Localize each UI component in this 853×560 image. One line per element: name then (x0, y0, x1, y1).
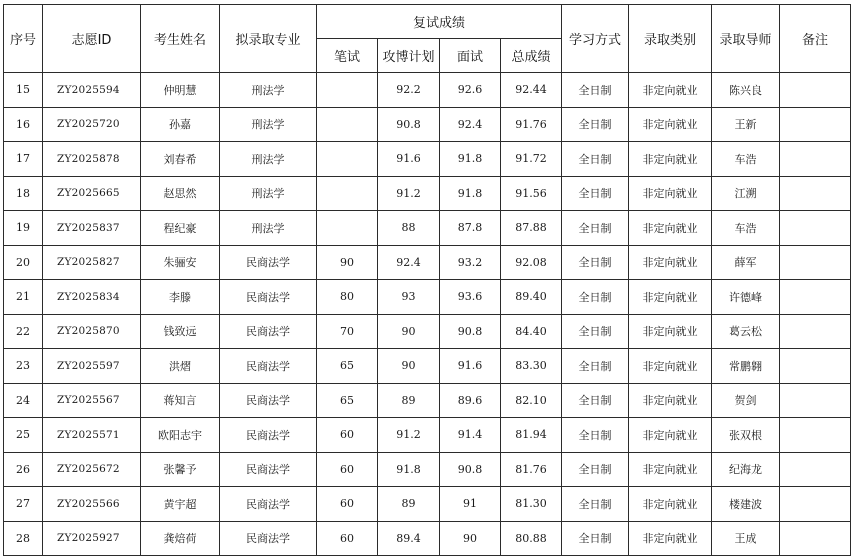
cell-plan: 92.2 (378, 73, 440, 108)
cell-category: 非定向就业 (629, 521, 712, 556)
cell-remarks (780, 245, 851, 280)
cell-study-mode: 全日制 (562, 314, 629, 349)
cell-written (317, 107, 378, 142)
cell-written (317, 73, 378, 108)
cell-interview: 93.2 (440, 245, 501, 280)
cell-app-id: ZY2025878 (43, 142, 141, 177)
cell-supervisor: 薛军 (712, 245, 780, 280)
cell-category: 非定向就业 (629, 245, 712, 280)
cell-written: 80 (317, 280, 378, 315)
cell-name: 赵思然 (141, 176, 220, 211)
cell-total: 89.40 (501, 280, 562, 315)
cell-interview: 91.6 (440, 349, 501, 384)
cell-total: 81.76 (501, 452, 562, 487)
cell-category: 非定向就业 (629, 73, 712, 108)
cell-supervisor: 王成 (712, 521, 780, 556)
cell-written (317, 176, 378, 211)
header-seq: 序号 (4, 5, 43, 73)
cell-plan: 90 (378, 349, 440, 384)
cell-seq: 24 (4, 383, 43, 418)
cell-name: 李滕 (141, 280, 220, 315)
cell-study-mode: 全日制 (562, 245, 629, 280)
cell-interview: 91.8 (440, 176, 501, 211)
cell-study-mode: 全日制 (562, 280, 629, 315)
cell-remarks (780, 107, 851, 142)
cell-major: 民商法学 (220, 280, 317, 315)
cell-total: 84.40 (501, 314, 562, 349)
cell-written: 60 (317, 452, 378, 487)
cell-category: 非定向就业 (629, 280, 712, 315)
cell-name: 黄宇超 (141, 487, 220, 522)
cell-written: 60 (317, 487, 378, 522)
cell-written (317, 211, 378, 246)
cell-remarks (780, 73, 851, 108)
cell-plan: 91.8 (378, 452, 440, 487)
header-plan: 攻博计划 (378, 39, 440, 73)
cell-study-mode: 全日制 (562, 211, 629, 246)
cell-study-mode: 全日制 (562, 383, 629, 418)
cell-name: 洪熠 (141, 349, 220, 384)
cell-plan: 89.4 (378, 521, 440, 556)
cell-plan: 91.2 (378, 418, 440, 453)
cell-written: 60 (317, 418, 378, 453)
cell-major: 民商法学 (220, 452, 317, 487)
cell-app-id: ZY2025566 (43, 487, 141, 522)
cell-remarks (780, 211, 851, 246)
cell-supervisor: 楼建波 (712, 487, 780, 522)
cell-written: 60 (317, 521, 378, 556)
cell-remarks (780, 521, 851, 556)
cell-study-mode: 全日制 (562, 142, 629, 177)
header-remarks: 备注 (780, 5, 851, 73)
cell-plan: 90 (378, 314, 440, 349)
header-study-mode: 学习方式 (562, 5, 629, 73)
cell-remarks (780, 383, 851, 418)
header-retest-group: 复试成绩 (317, 5, 562, 39)
cell-major: 刑法学 (220, 73, 317, 108)
table-row (4, 280, 851, 315)
cell-supervisor: 陈兴良 (712, 73, 780, 108)
cell-seq: 18 (4, 176, 43, 211)
cell-study-mode: 全日制 (562, 349, 629, 384)
cell-interview: 87.8 (440, 211, 501, 246)
cell-interview: 93.6 (440, 280, 501, 315)
cell-category: 非定向就业 (629, 487, 712, 522)
cell-app-id: ZY2025597 (43, 349, 141, 384)
cell-supervisor: 车浩 (712, 142, 780, 177)
table-row (4, 521, 851, 556)
cell-remarks (780, 418, 851, 453)
cell-app-id: ZY2025834 (43, 280, 141, 315)
table-row (4, 349, 851, 384)
table-row (4, 487, 851, 522)
cell-total: 80.88 (501, 521, 562, 556)
header-total: 总成绩 (501, 39, 562, 73)
cell-plan: 88 (378, 211, 440, 246)
cell-total: 87.88 (501, 211, 562, 246)
cell-supervisor: 常鹏翱 (712, 349, 780, 384)
cell-supervisor: 纪海龙 (712, 452, 780, 487)
table-row (4, 142, 851, 177)
cell-name: 孙嘉 (141, 107, 220, 142)
cell-written: 70 (317, 314, 378, 349)
cell-name: 龚焙荷 (141, 521, 220, 556)
cell-total: 91.72 (501, 142, 562, 177)
cell-interview: 91.4 (440, 418, 501, 453)
cell-interview: 92.6 (440, 73, 501, 108)
table-body (4, 73, 851, 556)
cell-category: 非定向就业 (629, 142, 712, 177)
cell-interview: 92.4 (440, 107, 501, 142)
header-category: 录取类别 (629, 5, 712, 73)
cell-supervisor: 车浩 (712, 211, 780, 246)
cell-remarks (780, 176, 851, 211)
cell-major: 民商法学 (220, 383, 317, 418)
cell-plan: 91.2 (378, 176, 440, 211)
cell-major: 民商法学 (220, 521, 317, 556)
header-app-id: 志愿ID (43, 5, 141, 73)
cell-seq: 27 (4, 487, 43, 522)
cell-app-id: ZY2025870 (43, 314, 141, 349)
cell-interview: 91 (440, 487, 501, 522)
header-written: 笔试 (317, 39, 378, 73)
cell-app-id: ZY2025567 (43, 383, 141, 418)
cell-major: 民商法学 (220, 418, 317, 453)
table-row (4, 383, 851, 418)
cell-supervisor: 葛云松 (712, 314, 780, 349)
cell-remarks (780, 487, 851, 522)
cell-study-mode: 全日制 (562, 487, 629, 522)
cell-remarks (780, 314, 851, 349)
cell-interview: 90 (440, 521, 501, 556)
cell-seq: 16 (4, 107, 43, 142)
cell-interview: 91.8 (440, 142, 501, 177)
header-interview: 面试 (440, 39, 501, 73)
cell-total: 91.76 (501, 107, 562, 142)
cell-app-id: ZY2025594 (43, 73, 141, 108)
cell-category: 非定向就业 (629, 211, 712, 246)
cell-supervisor: 许德峰 (712, 280, 780, 315)
cell-total: 92.44 (501, 73, 562, 108)
cell-study-mode: 全日制 (562, 418, 629, 453)
cell-major: 刑法学 (220, 142, 317, 177)
cell-name: 欧阳志宇 (141, 418, 220, 453)
table-row (4, 245, 851, 280)
cell-seq: 25 (4, 418, 43, 453)
cell-major: 刑法学 (220, 107, 317, 142)
cell-name: 钱致远 (141, 314, 220, 349)
cell-supervisor: 贺剑 (712, 383, 780, 418)
cell-seq: 19 (4, 211, 43, 246)
cell-study-mode: 全日制 (562, 176, 629, 211)
cell-study-mode: 全日制 (562, 452, 629, 487)
cell-major: 民商法学 (220, 245, 317, 280)
cell-total: 92.08 (501, 245, 562, 280)
cell-seq: 26 (4, 452, 43, 487)
cell-total: 82.10 (501, 383, 562, 418)
cell-interview: 89.6 (440, 383, 501, 418)
cell-category: 非定向就业 (629, 176, 712, 211)
cell-remarks (780, 142, 851, 177)
cell-interview: 90.8 (440, 452, 501, 487)
cell-seq: 23 (4, 349, 43, 384)
cell-supervisor: 张双根 (712, 418, 780, 453)
cell-category: 非定向就业 (629, 107, 712, 142)
cell-major: 民商法学 (220, 349, 317, 384)
cell-supervisor: 江溯 (712, 176, 780, 211)
cell-plan: 89 (378, 383, 440, 418)
cell-major: 民商法学 (220, 314, 317, 349)
cell-major: 刑法学 (220, 211, 317, 246)
cell-app-id: ZY2025665 (43, 176, 141, 211)
cell-interview: 90.8 (440, 314, 501, 349)
cell-major: 民商法学 (220, 487, 317, 522)
cell-seq: 21 (4, 280, 43, 315)
cell-written: 65 (317, 383, 378, 418)
table-row (4, 73, 851, 108)
header-supervisor: 录取导师 (712, 5, 780, 73)
cell-study-mode: 全日制 (562, 521, 629, 556)
admission-table (3, 4, 851, 556)
cell-name: 仲明慧 (141, 73, 220, 108)
cell-name: 刘春希 (141, 142, 220, 177)
cell-written: 65 (317, 349, 378, 384)
cell-plan: 92.4 (378, 245, 440, 280)
cell-category: 非定向就业 (629, 452, 712, 487)
cell-total: 83.30 (501, 349, 562, 384)
cell-category: 非定向就业 (629, 349, 712, 384)
cell-seq: 17 (4, 142, 43, 177)
cell-name: 蒋知言 (141, 383, 220, 418)
cell-app-id: ZY2025672 (43, 452, 141, 487)
table-row (4, 452, 851, 487)
cell-app-id: ZY2025837 (43, 211, 141, 246)
cell-written (317, 142, 378, 177)
cell-name: 程纪豪 (141, 211, 220, 246)
cell-app-id: ZY2025827 (43, 245, 141, 280)
cell-category: 非定向就业 (629, 314, 712, 349)
cell-plan: 93 (378, 280, 440, 315)
cell-supervisor: 王新 (712, 107, 780, 142)
cell-name: 朱骊安 (141, 245, 220, 280)
cell-remarks (780, 280, 851, 315)
cell-plan: 90.8 (378, 107, 440, 142)
table-row (4, 211, 851, 246)
table-header (4, 5, 851, 73)
cell-seq: 20 (4, 245, 43, 280)
table-row (4, 107, 851, 142)
cell-name: 张馨予 (141, 452, 220, 487)
table-row (4, 418, 851, 453)
cell-seq: 28 (4, 521, 43, 556)
cell-major: 刑法学 (220, 176, 317, 211)
cell-plan: 89 (378, 487, 440, 522)
cell-seq: 22 (4, 314, 43, 349)
cell-app-id: ZY2025927 (43, 521, 141, 556)
cell-seq: 15 (4, 73, 43, 108)
table-row (4, 176, 851, 211)
cell-remarks (780, 452, 851, 487)
cell-total: 81.94 (501, 418, 562, 453)
header-name: 考生姓名 (141, 5, 220, 73)
cell-app-id: ZY2025571 (43, 418, 141, 453)
cell-study-mode: 全日制 (562, 73, 629, 108)
cell-remarks (780, 349, 851, 384)
cell-category: 非定向就业 (629, 383, 712, 418)
cell-plan: 91.6 (378, 142, 440, 177)
cell-total: 91.56 (501, 176, 562, 211)
cell-written: 90 (317, 245, 378, 280)
cell-study-mode: 全日制 (562, 107, 629, 142)
header-major: 拟录取专业 (220, 5, 317, 73)
cell-app-id: ZY2025720 (43, 107, 141, 142)
table-row (4, 314, 851, 349)
cell-category: 非定向就业 (629, 418, 712, 453)
cell-total: 81.30 (501, 487, 562, 522)
